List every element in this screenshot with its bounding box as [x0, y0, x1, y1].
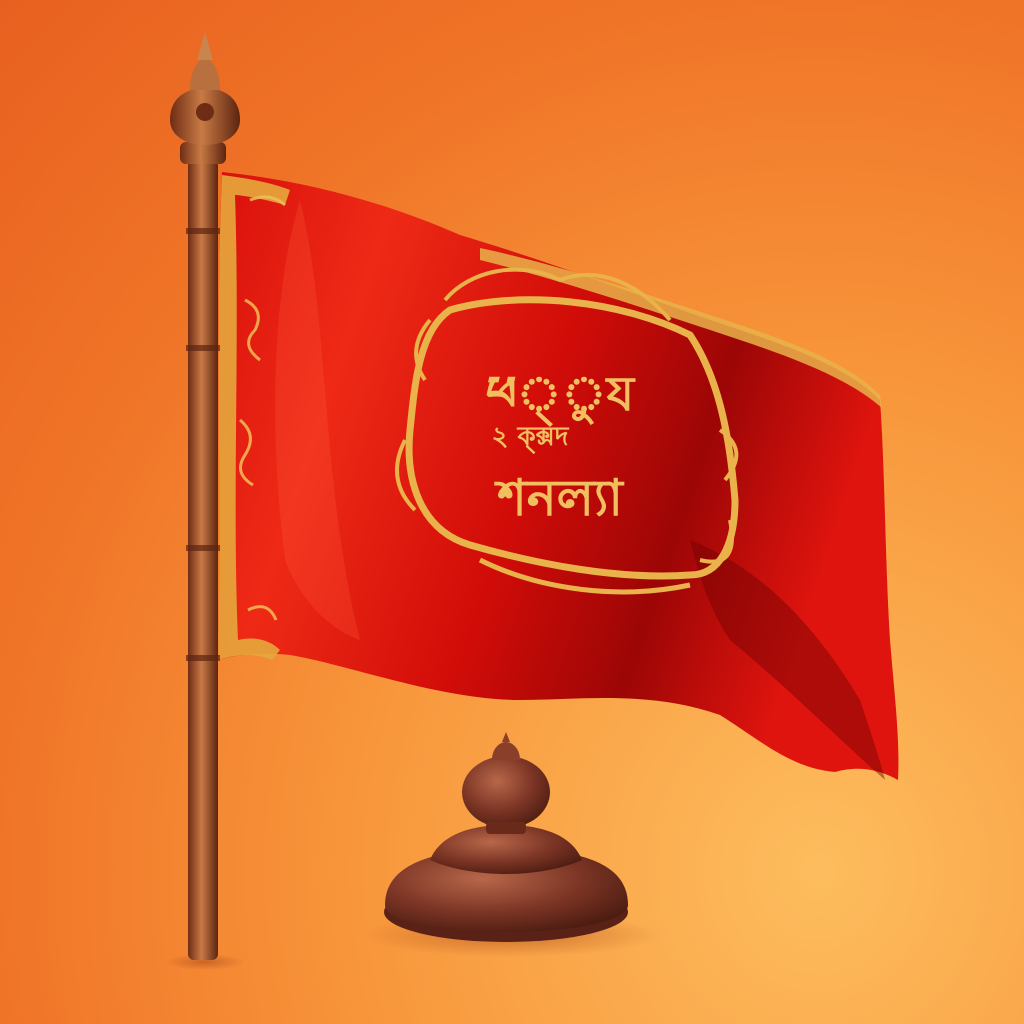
pole-ring [186, 655, 220, 661]
pole-ring [186, 228, 220, 234]
pole-ring [186, 545, 220, 551]
emblem-text-line1: ཕ্ুয [485, 366, 635, 422]
pole-finial-icon [170, 32, 240, 164]
flagpole-icon [186, 160, 220, 960]
pole-shaft [188, 160, 218, 960]
pole-ring [186, 345, 220, 351]
emblem-text-line2: ২ ক্ক্সদ [491, 422, 569, 452]
pedestal-icon [384, 732, 628, 942]
emblem-text-line3: শনল্যা [497, 468, 623, 527]
